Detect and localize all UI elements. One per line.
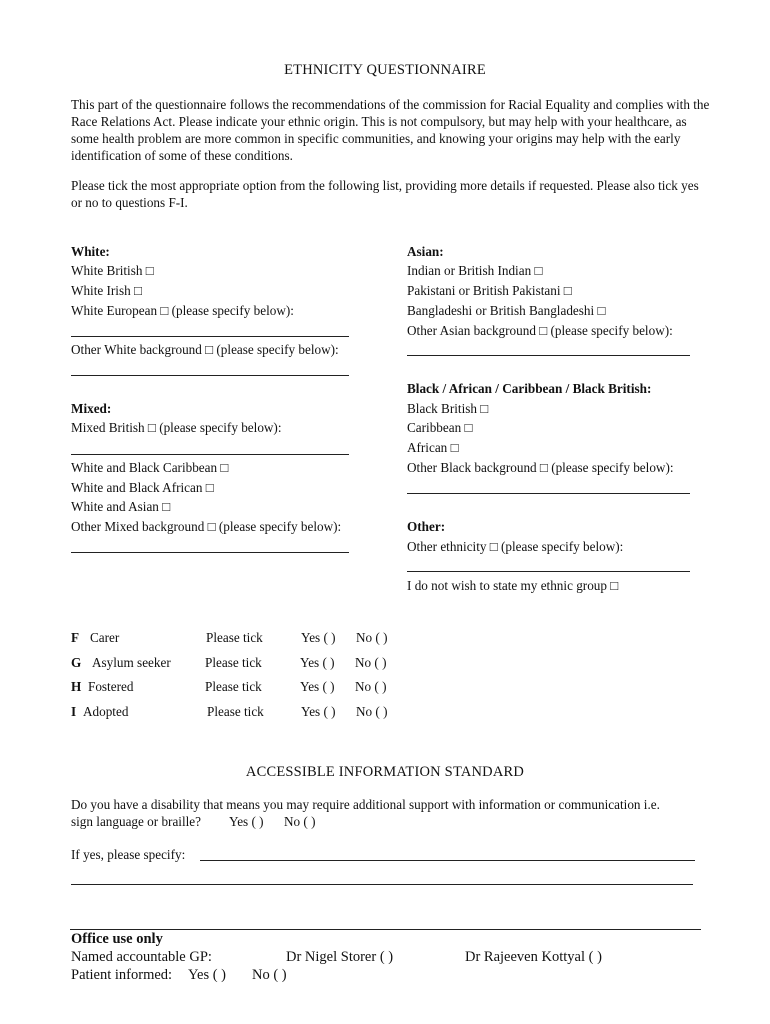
ais-question-line1: Do you have a disability that means you may require additional support with information or communication i.e. [71, 797, 660, 812]
patient-informed-yes[interactable]: Yes ( ) [188, 967, 227, 983]
ais-specify-line-2[interactable] [71, 884, 693, 885]
other-mixed-specify-line[interactable] [71, 552, 349, 553]
yes-option[interactable]: Yes ( ) [301, 704, 336, 719]
gp-label: Named accountable GP: [71, 949, 212, 965]
question-label: Asylum seeker [92, 655, 171, 670]
no-option[interactable]: No ( ) [356, 630, 388, 645]
yes-option[interactable]: Yes ( ) [301, 630, 336, 645]
option-mixed-british[interactable]: Mixed British □ (please specify below): [71, 420, 282, 435]
no-option[interactable]: No ( ) [355, 655, 387, 670]
option-bangladeshi[interactable]: Bangladeshi or British Bangladeshi □ [407, 303, 606, 318]
option-caribbean[interactable]: Caribbean □ [407, 420, 473, 435]
gp-option-kottyal[interactable]: Dr Rajeeven Kottyal ( ) [465, 949, 602, 965]
white-european-specify-line[interactable] [71, 336, 349, 337]
patient-informed-no[interactable]: No ( ) [252, 967, 287, 983]
question-label: Fostered [88, 679, 134, 694]
office-heading: Office use only [71, 931, 163, 947]
black-heading: Black / African / Caribbean / Black British: [407, 381, 652, 396]
option-pakistani[interactable]: Pakistani or British Pakistani □ [407, 283, 572, 298]
patient-informed-label: Patient informed: [71, 967, 173, 983]
option-white-asian[interactable]: White and Asian □ [71, 499, 171, 514]
please-tick-label: Please tick [207, 704, 264, 719]
no-option[interactable]: No ( ) [356, 704, 388, 719]
office-divider [70, 929, 701, 930]
asian-heading: Asian: [407, 244, 444, 259]
option-indian[interactable]: Indian or British Indian □ [407, 263, 543, 278]
ais-yes-option[interactable]: Yes ( ) [229, 814, 264, 829]
option-other-ethnicity[interactable]: Other ethnicity □ (please specify below): [407, 539, 624, 554]
yes-option[interactable]: Yes ( ) [300, 679, 335, 694]
option-other-mixed[interactable]: Other Mixed background □ (please specify below): [71, 519, 342, 534]
question-label: Adopted [83, 704, 129, 719]
question-letter: F [71, 630, 80, 645]
option-white-irish[interactable]: White Irish □ [71, 283, 142, 298]
mixed-british-specify-line[interactable] [71, 454, 349, 455]
ais-specify-line[interactable] [200, 860, 695, 861]
please-tick-label: Please tick [205, 655, 262, 670]
option-white-black-african[interactable]: White and Black African □ [71, 480, 214, 495]
option-african[interactable]: African □ [407, 440, 459, 455]
yes-option[interactable]: Yes ( ) [300, 655, 335, 670]
other-ethnicity-specify-line[interactable] [407, 571, 690, 572]
question-letter: I [71, 704, 77, 719]
option-not-state[interactable]: I do not wish to state my ethnic group □ [407, 578, 619, 593]
ais-no-option[interactable]: No ( ) [284, 814, 316, 829]
option-white-british[interactable]: White British □ [71, 263, 154, 278]
question-letter: H [71, 679, 82, 694]
intro-paragraph: This part of the questionnaire follows the recommendations of the commission for Racial Equality and complies with the Race Relations Act. Please indicate your ethnic origin. This is not compulsory, but may help with your healthcare, as some health problem are more common in specific communities, and knowing your origins may help with the early identification of some of these conditions. [71, 97, 710, 163]
option-other-asian[interactable]: Other Asian background □ (please specify below): [407, 323, 673, 338]
please-tick-label: Please tick [206, 630, 263, 645]
ais-specify-label: If yes, please specify: [71, 847, 186, 862]
ais-question-line2: sign language or braille? [71, 814, 201, 829]
option-white-european[interactable]: White European □ (please specify below): [71, 303, 294, 318]
page-title: ETHNICITY QUESTIONNAIRE [284, 62, 486, 78]
option-other-black[interactable]: Other Black background □ (please specify below): [407, 460, 674, 475]
ais-title: ACCESSIBLE INFORMATION STANDARD [245, 764, 525, 780]
other-asian-specify-line[interactable] [407, 355, 690, 356]
mixed-heading: Mixed: [71, 401, 112, 416]
white-heading: White: [71, 244, 110, 259]
question-label: Carer [90, 630, 120, 645]
question-letter: G [71, 655, 82, 670]
gp-option-storer[interactable]: Dr Nigel Storer ( ) [286, 949, 394, 965]
no-option[interactable]: No ( ) [355, 679, 387, 694]
other-white-specify-line[interactable] [71, 375, 349, 376]
option-white-black-caribbean[interactable]: White and Black Caribbean □ [71, 460, 229, 475]
other-black-specify-line[interactable] [407, 493, 690, 494]
other-heading: Other: [407, 519, 446, 534]
please-tick-label: Please tick [205, 679, 262, 694]
option-other-white[interactable]: Other White background □ (please specify below): [71, 342, 339, 357]
instructions-paragraph: Please tick the most appropriate option from the following list, providing more details if requested. Please also tick yes or no to questions F-I. [71, 178, 699, 210]
option-black-british[interactable]: Black British □ [407, 401, 489, 416]
